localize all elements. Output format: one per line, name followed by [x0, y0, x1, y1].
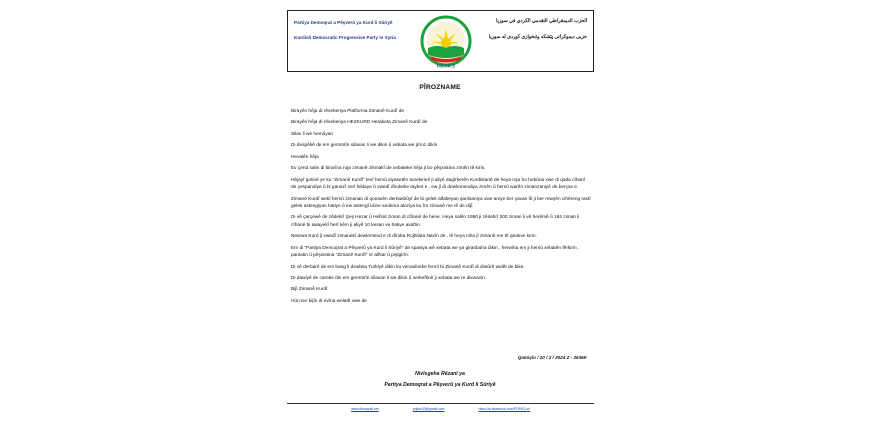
letterhead-latin-names	[294, 19, 412, 40]
paragraph: Di despêkê de em germtirîn silavan li we dikin û xebata we pîroz dikin	[291, 143, 438, 149]
footer-website-link[interactable]: www.dimoqrati.net	[351, 407, 379, 411]
paragraph: Zimanê Kurdî wekî hemû zimanan di qonaxên derbasbûyî de bi gelek alfabeyan şaristaniya xwe aniye ber çavan lê ji ber rewşên cihêreng rastî gelek astengiyan hatiye û ew astengî bûne sedema aloziya ku îro zimanê me tê de dijî.	[291, 196, 591, 209]
party-name-sorani: حزبی دیموکراتی پێشکه وتنخوازی کوردی له سوریا	[488, 35, 587, 40]
paragraph: Di dawiyê de careke din em germtirîn silavan li we dikin û serkeftinê ji xebata we re dixwazin.	[291, 276, 487, 281]
signature-party: Partiya Demoqrat a Pêşverû ya Kurd li Sûriyê	[384, 382, 496, 388]
footer-email-link[interactable]: pdpks33@gmail.com	[412, 407, 445, 411]
paragraph: Birayên hêja di rêveberiya HEZKURD Heraketa Zimanê Kurdî de	[291, 120, 428, 126]
party-name-kurmanji: Partiya Demoqrat a Pêşverû ya Kurd li Sûriyê	[294, 20, 393, 25]
paragraph: Em di "Partiya Demoqrat a Pêşverû ya Kurd li Sûriyê" de spasiya wê xebata we ya giranbuha dikin , herwiha em ji hemû xebatên fêrkirin , parastin û pêşxistina "Zimanê Kurdî" re alîkar û piştgirîn.	[291, 245, 580, 259]
letter-date: Qamişlo / 20 / 2 / 2024 Z - 2636K	[517, 355, 587, 360]
letterhead	[287, 10, 594, 72]
footer-links	[287, 407, 594, 411]
footer-divider	[287, 403, 594, 404]
signature-office: Nivîsgeha Rêzanî ya	[415, 371, 465, 377]
paragraph: Bijî Zimanê Kurdî	[291, 287, 328, 293]
paragraph: Silav li we hemûyan	[291, 131, 333, 137]
document-title: PÎROZNAME	[419, 84, 461, 91]
paragraph: Hevalên hêja	[291, 154, 319, 160]
paragraph: Birayên hêja di rêveberiya Platforma Zimanê Kurdî de	[291, 109, 405, 114]
party-name-arabic: الحزب الديمقراطي التقدمي الكردي في سوريا	[496, 19, 587, 24]
letter-body	[291, 108, 591, 309]
logo-caption: P.D.P.K.S	[436, 63, 456, 69]
paragraph: Di vê derbarê de em bang li dewleta Turkiyê dikin ku venasîneke fermî bi Zimanê Kurdî di distûrê welêt de bike.	[291, 264, 525, 270]
paragraph: Di vê çarçewê de zêdetirî Şeş Hezar û Hefsid ziman di cîhanê de hene. Heya salên 1950 ji zêdetirî 200 ziman li vê herêmê û 184 ziman li cîhanê bi awayekî herî kêm ji aliyê 10 kesan ve hatiye axaftin.	[291, 215, 580, 228]
letterhead-arabic-names	[469, 19, 587, 40]
logo-sun	[441, 38, 451, 48]
paragraph: Hûn tev bijîn di evîna welatê xwe de	[291, 298, 367, 304]
party-name-english: Kurdish Democratic Progressive Party in Syria	[294, 35, 396, 40]
party-logo-icon	[420, 15, 472, 69]
paragraph: Ev çend salin di birarîna roja zimanê zikmakî de xebateke hêja ji bo pêşxistina zimên tê kirin.	[291, 166, 486, 172]
paragraph: Netewa Kurd jî xwedî zimanekî dewlemend e di dîroka Rojhilata Navîn de , lê heya niha jî zimanê me tê qedexe kirin.	[291, 234, 537, 240]
paragraph: Hêjayî gotinê ye ku "Zimanê Kurdî" tevî hemû siyasetên tunekirinê ji aliyê dagîrkerên Kurdistanê de heya roja îro hebûna xwe di qada cîhanî de çespandiye û bi ganazî serî hildaye û xwedî dîrokeke taybet e , ew jî di dewlemendiya zimên û hemû warên zimanzaniyê de berçav e.	[291, 177, 586, 191]
footer-facebook-link[interactable]: https://w.facebook.com/PDPKS.sh	[478, 407, 530, 411]
